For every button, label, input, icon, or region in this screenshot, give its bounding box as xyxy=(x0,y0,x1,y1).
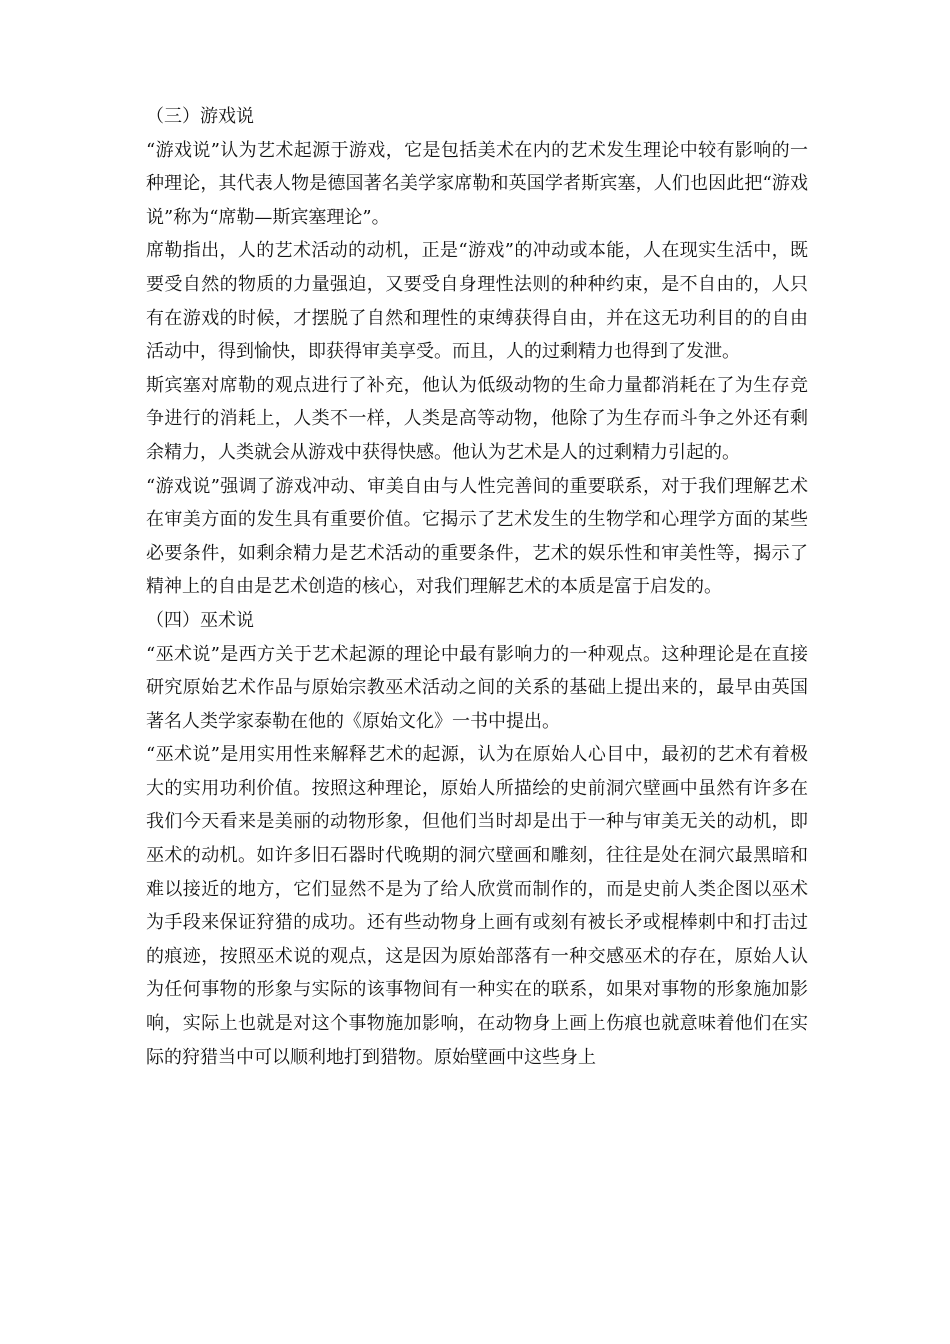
paragraph: “巫术说”是用实用性来解释艺术的起源，认为在原始人心目中，最初的艺术有着极大的实用功利价值。按照这种理论，原始人所描绘的史前洞穴壁画中虽然有许多在我们今天看来是美丽的动物形象，但他们当时却是出于一种与审美无关的动机，即巫术的动机。如许多旧石器时代晚期的洞穴壁画和雕刻，往往是处在洞穴最黑暗和难以接近的地方，它们显然不是为了给人欣赏而制作的，而是史前人类企图以巫术为手段来保证狩猎的成功。还有些动物身上画有或刻有被长矛或棍棒刺中和打击过的痕迹，按照巫术说的观点，这是因为原始部落有一种交感巫术的存在，原始人认为任何事物的形象与实际的该事物间有一种实在的联系，如果对事物的形象施加影响，实际上也就是对这个事物施加影响，在动物身上画上伤痕也就意味着他们在实际的狩猎当中可以顺利地打到猎物。原始壁画中这些身上 xyxy=(146,744,808,1068)
paragraph: “游戏说”强调了游戏冲动、审美自由与人性完善间的重要联系，对于我们理解艺术在审美方面的发生具有重要价值。它揭示了艺术发生的生物学和心理学方面的某些必要条件，如剩余精力是艺术活动的重要条件，艺术的娱乐性和审美性等，揭示了精神上的自由是艺术创造的核心，对我们理解艺术的本质是富于启发的。 xyxy=(146,475,808,598)
paragraph: 斯宾塞对席勒的观点进行了补充，他认为低级动物的生命力量都消耗在了为生存竞争进行的消耗上，人类不一样，人类是高等动物，他除了为生存而斗争之外还有剩余精力，人类就会从游戏中获得快感。他认为艺术是人的过剩精力引起的。 xyxy=(146,374,808,463)
paragraph: “巫术说”是西方关于艺术起源的理论中最有影响力的一种观点。这种理论是在直接研究原始艺术作品与原始宗教巫术活动之间的关系的基础上提出来的，最早由英国著名人类学家泰勒在他的《原始文化》一书中提出。 xyxy=(146,643,808,732)
section-heading-play-theory: （三）游戏说 xyxy=(146,106,254,127)
paragraph: 席勒指出，人的艺术活动的动机，正是“游戏”的冲动或本能，人在现实生活中，既要受自然的物质的力量强迫，又要受自身理性法则的种种约束，是不自由的，人只有在游戏的时候，才摆脱了自然和理性的束缚获得自由，并在这无功利目的的自由活动中，得到愉快，即获得审美享受。而且，人的过剩精力也得到了发泄。 xyxy=(146,240,808,363)
paragraph: “游戏说”认为艺术起源于游戏，它是包括美术在内的艺术发生理论中较有影响的一种理论，其代表人物是德国著名美学家席勒和英国学者斯宾塞，人们也因此把“游戏说”称为“席勒—斯宾塞理论”。 xyxy=(146,139,808,228)
document-page xyxy=(146,100,808,1074)
section-heading-magic-theory: （四）巫术说 xyxy=(146,609,254,631)
